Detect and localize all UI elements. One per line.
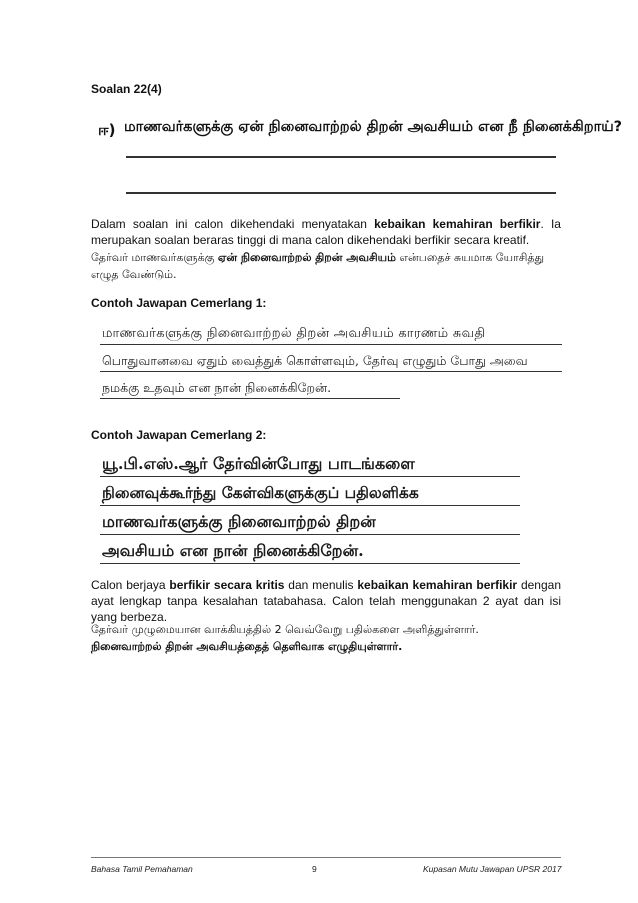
handwriting-rule <box>100 534 520 535</box>
handwriting-rule <box>100 476 520 477</box>
handwritten-line: யூ.பி.எஸ்.ஆர் தேர்வின்போது பாடங்களை <box>102 454 415 473</box>
handwriting-rule <box>100 505 520 506</box>
answer-line <box>126 192 556 194</box>
intro-paragraph: Dalam soalan ini calon dikehendaki menyatakan kebaikan kemahiran berfikir. Ia merupakan soalan beraras tinggi di mana calon dikehendaki berfikir secara kreatif. <box>91 217 561 247</box>
handwritten-line: நமக்கு உதவும் என நான் நினைக்கிறேன். <box>102 380 332 395</box>
intro-tamil: தேர்வர் மாணவர்களுக்கு ஏன் நினைவாற்றல் திறன் அவசியம் என்பதைச் சுயமாக யோசித்து எழுத வேண்டும். <box>91 251 545 281</box>
footer-rule <box>91 857 561 858</box>
question-marker: ஈ) <box>98 121 116 139</box>
page-number: 9 <box>312 864 317 874</box>
handwriting-rule <box>100 398 400 399</box>
handwritten-line: பொதுவானவை ஏதும் வைத்துக் கொள்ளவும், தேர்வு எழுதும் போது அவை <box>102 353 528 368</box>
commentary-tamil-2: நினைவாற்றல் திறன் அவசியத்தைத் தெளிவாக எழுதியுள்ளார். <box>91 640 403 653</box>
answer2-title: Contoh Jawapan Cemerlang 2: <box>91 428 267 442</box>
commentary-tamil-1: தேர்வர் முழுமையான வாக்கியத்தில் 2 வெவ்வேறு பதில்களை அளித்துள்ளார். <box>91 623 479 636</box>
question-scan <box>98 108 623 208</box>
handwritten-line: அவசியம் என நான் நினைக்கிறேன். <box>102 541 364 560</box>
section-heading: Soalan 22(4) <box>91 82 162 96</box>
handwritten-line: நினைவுக்கூர்ந்து கேள்விகளுக்குப் பதிலளிக்க <box>102 483 419 502</box>
footer-right: Kupasan Mutu Jawapan UPSR 2017 <box>423 864 562 874</box>
question-text: மாணவர்களுக்கு ஏன் நினைவாற்றல் திறன் அவசியம் என நீ நினைக்கிறாய்? <box>124 119 623 135</box>
handwriting-rule <box>100 371 562 372</box>
commentary-paragraph: Calon berjaya berfikir secara kritis dan menulis kebaikan kemahiran berfikir dengan ayat lengkap tanpa kesalahan tatabahasa. Calon telah menggunakan 2 ayat dan isi yang berbeza. <box>91 578 561 624</box>
footer-left: Bahasa Tamil Pemahaman <box>91 864 193 874</box>
answer-line <box>126 156 556 158</box>
answer1-scan <box>100 318 562 410</box>
answer2-scan <box>100 450 540 570</box>
handwriting-rule <box>100 344 562 345</box>
handwritten-line: மாணவர்களுக்கு நினைவாற்றல் திறன் <box>102 512 376 531</box>
handwritten-line: மாணவர்களுக்கு நினைவாற்றல் திறன் அவசியம் காரணம் சுவதி <box>102 326 486 341</box>
handwriting-rule <box>100 563 520 564</box>
answer1-title: Contoh Jawapan Cemerlang 1: <box>91 296 267 310</box>
